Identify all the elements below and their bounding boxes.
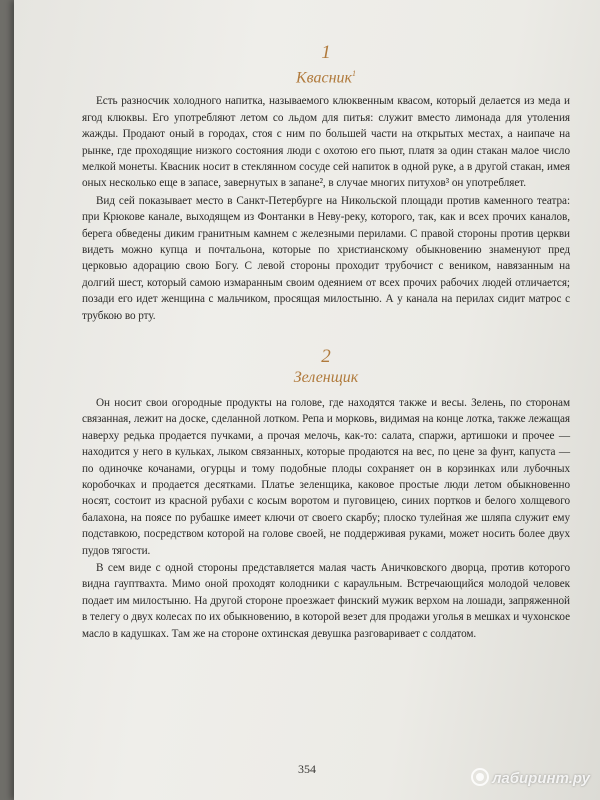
- section-number: 2: [321, 346, 331, 367]
- page-number: 354: [298, 762, 316, 776]
- section-title-text: Квасник: [296, 69, 352, 87]
- watermark-text: лабиринт.ру: [492, 770, 590, 787]
- labirint-logo-icon: [471, 768, 489, 786]
- paragraph: В сем виде с одной стороны представляется малая часть Аничковского дворца, против которого видна гауптвахта. Мимо оной проходят колодники с караульным. Встречающийся молодой человек подает им милостыню. На другой стороне проезжает финский мужик верхом на лошади, запряженной в телегу о двух колесах по их обыкновению, в которой везет для продажи уголья в мешках и чухонское масло в кадушках. Там же на стороне охтинская девушка разговаривает с солдатом.: [82, 562, 570, 640]
- paragraph: Вид сей показывает место в Санкт-Петербурге на Никольской площади против каменного театра: при Крюкове канале, выходящем из Фонтанки в Неву-реку, которого, так, как и всех прочих каналов, берега обведены диким гранитным камнем с железными перилами. С правой стороны против церкви видеть можно купца и почтальона, которые по христианскому обыкновению знаменуют пред церковью адорацию свою Богу. С левой стороны проходит трубочист с веником, навязанным на долгий шест, который самою измаранным своим одеянием от всех прочих рабочих людей отличается; позади его идет женщина с мальчиком, просящая милостыню. А у канала на перилах сидит матрос с трубкою во рту.: [82, 194, 570, 322]
- section-zelenshchik: [82, 347, 570, 642]
- section-title: Зеленщик: [293, 369, 359, 386]
- footnote-marker: 1: [351, 69, 356, 78]
- section-number: 1: [321, 42, 331, 63]
- book-page: [14, 0, 600, 800]
- paragraph: Он носит свои огородные продукты на голове, где находятся также и весы. Зелень, по сторонам связанная, лежит на доске, сделанной лотком. Репа и морковь, видимая на конце лотка, также лежащая наверху редька продается пучками, а прочая мелочь, как-то: салата, спаржи, артишоки и прочее — находится у него в кульках, лыком связанных, которые продаются на вес, по цене за фунт, капуста — по одиночке кочанами, огурцы и тому подобные плоды сохраняет он в корзинках или лубочных коробочках и продается десятками. Платье зеленщика, каковое простые люди летом обыкновенно носят, состоит из красной рубахи с косым воротом и пуговицею, синих портков и белого холщевого балахона, на поясе по рубашке имеет ключи от своего скарбу; плоско тулейная же шляпа служит ему подставкою, посредством которой на голове своей, не поддерживая руками, может носить более двух пудов тягости.: [82, 397, 570, 557]
- watermark: [471, 768, 590, 787]
- section-title: [82, 65, 570, 87]
- paragraph: Есть разносчик холодного напитка, называемого клюквенным квасом, который делается из меда и ягод клюквы. Его употребляют летом со льдом для питья: служит вместо лимонада для утоления жажды. Продают оный в городах, стоя с ним по большей части на открытых местах, а наипаче на рынке, где проходящие низкого состояния люди с охотою его пьют, платя за один стакан малое число мелкой монеты. Квасник носит в стеклянном сосуде сей напиток в одной руке, а в другой стакан, имея оных несколько еще в запасе, завернутых в запане², в случае многих питухов³ он употребляет.: [82, 95, 570, 190]
- section-kvasnik: [82, 43, 570, 324]
